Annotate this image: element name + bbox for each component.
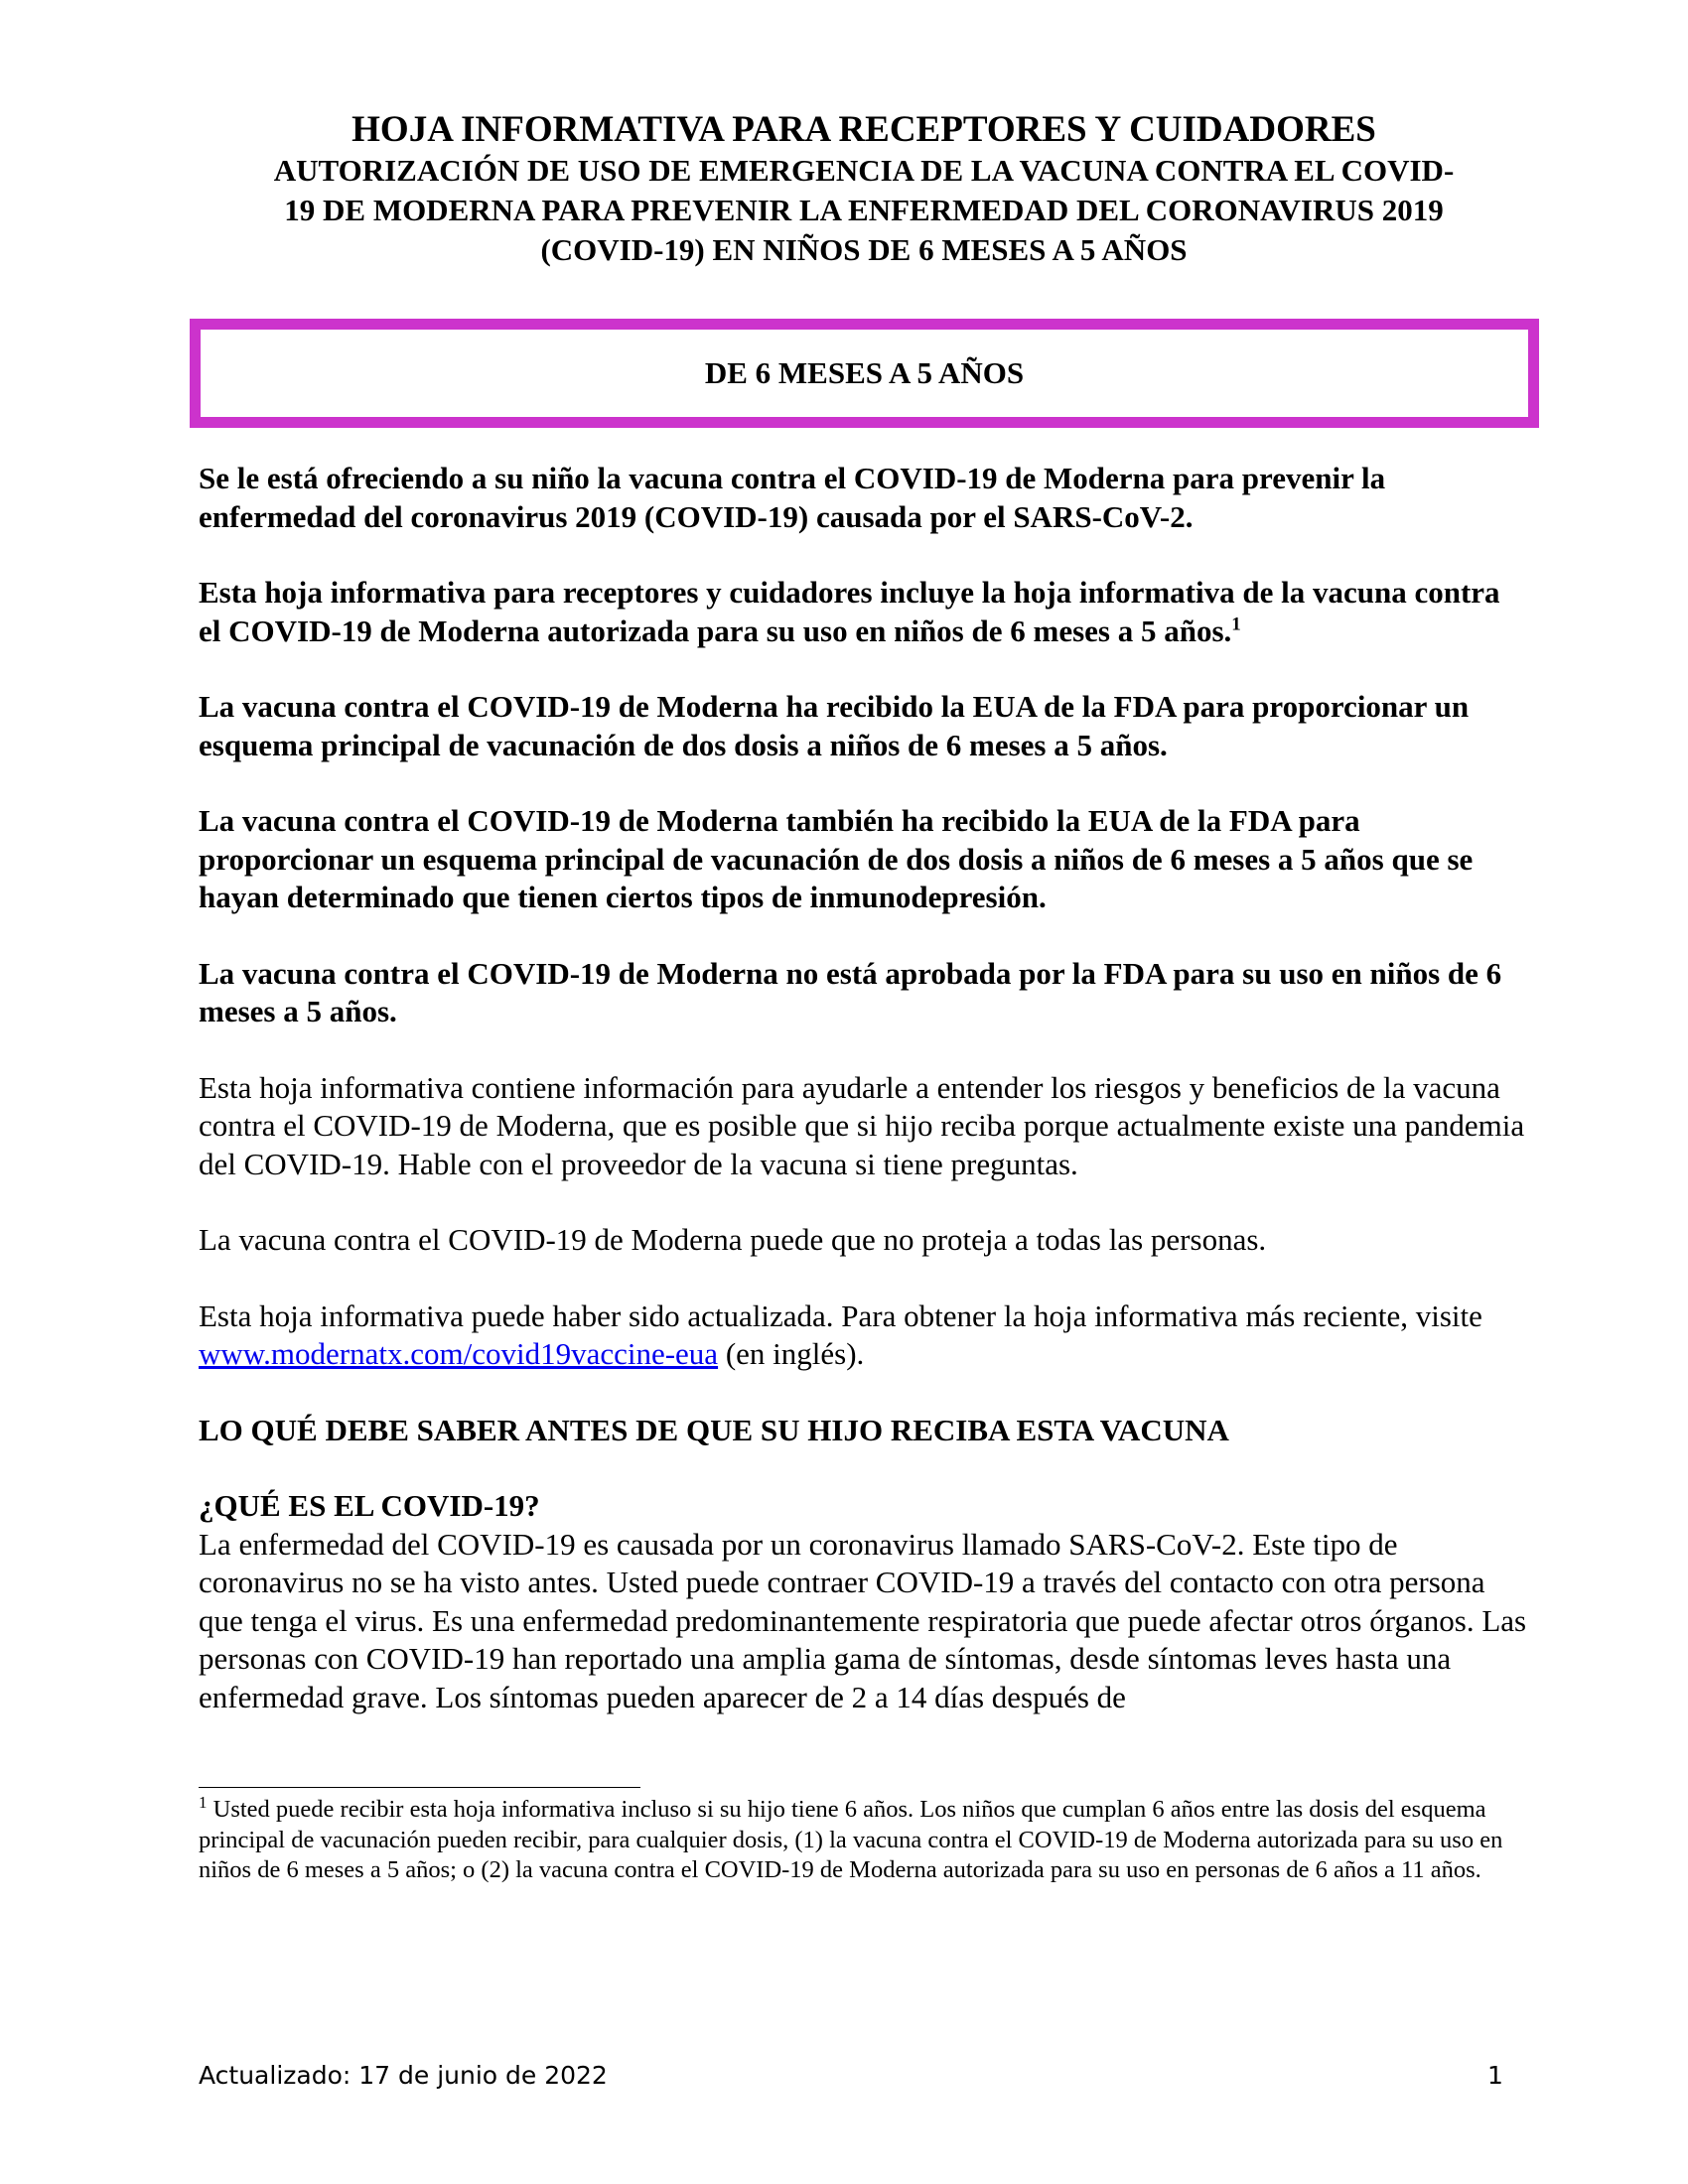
intro-paragraph-3: La vacuna contra el COVID-19 de Moderna ha recibido la EUA de la FDA para proporcionar un esquema principal de vacunación de dos dosis a niños de 6 meses a 5 años.: [199, 689, 1470, 762]
info-paragraph-2: La vacuna contra el COVID-19 de Moderna puede que no proteja a todas las personas.: [199, 1222, 1267, 1257]
footnote-mark: 1: [199, 1792, 208, 1812]
document-body: [199, 460, 1529, 1716]
section-body: La enfermedad del COVID-19 es causada por un coronavirus llamado SARS-CoV-2. Este tipo de coronavirus no se ha visto antes. Usted puede contraer COVID-19 a través del contacto con otra persona que tenga el virus. Es una enfermedad predominantemente respiratoria que puede afectar otros órganos. Las personas con COVID-19 han reportado una amplia gama de síntomas, desde síntomas leves hasta una enfermedad grave. Los síntomas pueden aparecer de 2 a 14 días después de: [199, 1526, 1527, 1714]
section-subheading: ¿QUÉ ES EL COVID-19?: [199, 1488, 540, 1523]
info-paragraph-3: [199, 1297, 1529, 1374]
section-heading: LO QUÉ DEBE SABER ANTES DE QUE SU HIJO RECIBA ESTA VACUNA: [199, 1412, 1229, 1447]
info-paragraph-3-suffix: (en inglés).: [718, 1336, 865, 1371]
age-range-label: DE 6 MESES A 5 AÑOS: [704, 355, 1025, 390]
footer-updated-date: Actualizado: 17 de junio de 2022: [199, 2061, 608, 2090]
document-subtitle-line-2: 19 DE MODERNA PARA PREVENIR LA ENFERMEDAD DEL CORONAVIRUS 2019: [284, 193, 1444, 227]
intro-paragraph-4: La vacuna contra el COVID-19 de Moderna también ha recibido la EUA de la FDA para proporcionar un esquema principal de vacunación de dos dosis a niños de 6 meses a 5 años que se hayan determinado que tienen ciertos tipos de inmunodepresión.: [199, 803, 1474, 914]
intro-paragraph-5: La vacuna contra el COVID-19 de Moderna no está aprobada por la FDA para su uso en niños de 6 meses a 5 años.: [199, 955, 1502, 1028]
vaccine-eua-link[interactable]: www.modernatx.com/covid19vaccine-eua: [199, 1336, 719, 1371]
document-subtitle-line-3: (COVID-19) EN NIÑOS DE 6 MESES A 5 AÑOS: [540, 232, 1188, 267]
footnote-reference[interactable]: 1: [1231, 614, 1241, 635]
intro-paragraph-2-text: Esta hoja informativa para receptores y cuidadores incluye la hoja informativa de la vacuna contra el COVID-19 de Moderna autorizada para su uso en niños de 6 meses a 5 años.: [199, 575, 1500, 648]
document-title: HOJA INFORMATIVA PARA RECEPTORES Y CUIDADORES: [352, 109, 1376, 150]
info-paragraph-3-text: Esta hoja informativa puede haber sido actualizada. Para obtener la hoja informativa más reciente, visite: [199, 1297, 1482, 1333]
footnote-separator: [199, 1787, 640, 1788]
footnote: [199, 1792, 1529, 1886]
document-header: [199, 109, 1529, 270]
info-paragraph-1: Esta hoja informativa contiene información para ayudarle a entender los riesgos y beneficios de la vacuna contra el COVID-19 de Moderna, que es posible que si hijo reciba porque actualmente existe una pandemia del COVID-19. Hable con el proveedor de la vacuna si tiene preguntas.: [199, 1069, 1525, 1181]
footnote-text: Usted puede recibir esta hoja informativa incluso si su hijo tiene 6 años. Los niños que cumplan 6 años entre las dosis del esquema principal de vacunación pueden recibir, para cualquier dosis, (1) la vacuna contra el COVID-19 de Moderna autorizada para su uso en niños de 6 meses a 5 años; o (2) la vacuna contra el COVID-19 de Moderna autorizada para su uso en personas de 6 años a 11 años.: [199, 1796, 1503, 1883]
age-range-box: [190, 319, 1539, 428]
footer-page-number: 1: [1487, 2061, 1503, 2090]
intro-paragraph-2: [199, 574, 1529, 650]
intro-paragraph-1: Se le está ofreciendo a su niño la vacuna contra el COVID-19 de Moderna para prevenir la enfermedad del coronavirus 2019 (COVID-19) causada por el SARS-CoV-2.: [199, 461, 1386, 534]
document-subtitle-line-1: AUTORIZACIÓN DE USO DE EMERGENCIA DE LA VACUNA CONTRA EL COVID-: [273, 153, 1455, 188]
